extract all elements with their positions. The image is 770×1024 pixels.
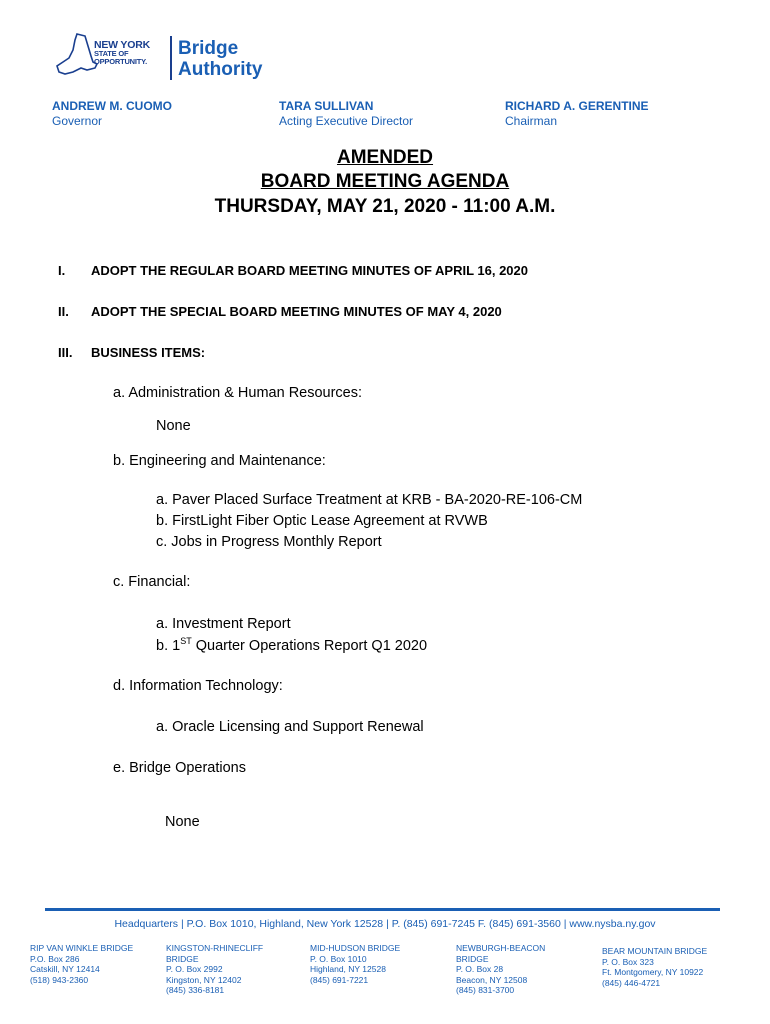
bridge-line: P. O. Box 2992 — [166, 964, 223, 974]
financial-item-prefix: b. 1 — [156, 637, 181, 654]
official-title: Acting Executive Director — [279, 114, 414, 128]
item-number: II. — [58, 304, 69, 319]
bridge-line: BRIDGE — [456, 953, 489, 964]
item-number: I. — [58, 263, 66, 278]
financial-item-suffix: Quarter Operations Report Q1 2020 — [191, 637, 428, 654]
heading-amended: AMENDED — [336, 147, 434, 168]
official-title: Chairman — [505, 114, 558, 128]
bridge-line: RIP VAN WINKLE BRIDGE — [30, 943, 134, 953]
headquarters-info: Headquarters | P.O. Box 1010, Highland, New York 12528 | P. (845) 691-7245 F. (845) 691-3560 | www.nysba.ny.gov — [114, 918, 656, 930]
section-admin-hr: a. Administration & Human Resources: — [113, 385, 363, 401]
official-title: Governor — [52, 114, 103, 128]
bridge-line: (845) 691-7221 — [310, 974, 369, 985]
logo-divider — [170, 36, 172, 80]
bridge-line: (845) 336-8181 — [166, 985, 225, 995]
official-name: TARA SULLIVAN — [279, 99, 374, 113]
official-governor — [52, 99, 172, 129]
agenda-item-text: ADOPT THE REGULAR BOARD MEETING MINUTES OF APRIL 16, 2020 — [91, 263, 528, 278]
official-executive-director — [279, 99, 413, 129]
bridge-line: Kingston, NY 12402 — [166, 974, 242, 985]
bridge-line: (845) 446-4721 — [602, 977, 661, 988]
agenda-item-text: ADOPT THE SPECIAL BOARD MEETING MINUTES OF MAY 4, 2020 — [91, 304, 502, 319]
logo-ny-line1: NEW YORK — [94, 39, 150, 51]
agenda-item-text: BUSINESS ITEMS: — [91, 345, 206, 360]
financial-item — [156, 636, 427, 654]
bridge-contact-kingston-rhinecliff — [166, 943, 263, 996]
section-engineering: b. Engineering and Maintenance: — [113, 453, 326, 469]
bridge-contact-rip-van-winkle — [30, 943, 133, 985]
logo-ny-line3: OPPORTUNITY. — [94, 57, 148, 66]
section-bridge-operations: e. Bridge Operations — [113, 760, 246, 776]
official-name: ANDREW M. CUOMO — [52, 99, 172, 113]
bridge-line: Ft. Montgomery, NY 10922 — [602, 967, 704, 977]
bridge-line: (845) 831-3700 — [456, 985, 515, 995]
logo-ba-line2: Authority — [178, 59, 263, 80]
engineering-item: a. Paver Placed Surface Treatment at KRB - BA-2020-RE-106-CM — [156, 492, 583, 508]
section-bridge-operations-none: None — [165, 814, 200, 830]
official-chairman — [505, 99, 649, 129]
logo-ba-line1: Bridge — [178, 38, 239, 59]
section-financial: c. Financial: — [113, 574, 191, 590]
bridge-line: MID-HUDSON BRIDGE — [310, 943, 401, 953]
bridge-line: P. O. Box 28 — [456, 964, 504, 974]
bridge-authority-wordmark — [178, 38, 262, 80]
financial-item-superscript: ST — [180, 636, 192, 646]
engineering-item: c. Jobs in Progress Monthly Report — [156, 534, 382, 550]
bridge-line: (518) 943-2360 — [30, 974, 89, 985]
bridge-line: Beacon, NY 12508 — [456, 974, 528, 985]
bridge-line: P. O. Box 323 — [602, 956, 654, 967]
heading-agenda: BOARD MEETING AGENDA — [260, 171, 510, 192]
bridge-line: Catskill, NY 12414 — [30, 964, 100, 974]
footer-divider — [45, 908, 720, 911]
engineering-item: b. FirstLight Fiber Optic Lease Agreement at RVWB — [156, 513, 488, 529]
item-number: III. — [58, 345, 73, 360]
bridge-line: NEWBURGH-BEACON — [456, 943, 546, 953]
bridge-line: BRIDGE — [166, 953, 199, 964]
it-item: a. Oracle Licensing and Support Renewal — [156, 719, 424, 735]
section-it: d. Information Technology: — [113, 678, 283, 694]
bridge-line: BEAR MOUNTAIN BRIDGE — [602, 946, 708, 956]
bridge-contact-mid-hudson — [310, 943, 400, 985]
bridge-line: KINGSTON-RHINECLIFF — [166, 943, 264, 953]
bridge-line: P. O. Box 1010 — [310, 953, 367, 964]
official-name: RICHARD A. GERENTINE — [505, 99, 649, 113]
bridge-contact-newburgh-beacon — [456, 943, 545, 996]
heading-date: THURSDAY, MAY 21, 2020 - 11:00 A.M. — [214, 196, 556, 217]
bridge-line: P.O. Box 286 — [30, 953, 80, 964]
section-admin-hr-none: None — [156, 418, 191, 434]
new-york-state-outline-icon — [55, 32, 99, 78]
bridge-line: Highland, NY 12528 — [310, 964, 386, 974]
logo-ny-line2: STATE OF — [94, 49, 129, 58]
nys-wordmark — [94, 40, 150, 66]
financial-item: a. Investment Report — [156, 616, 291, 632]
bridge-contact-bear-mountain — [602, 946, 707, 988]
